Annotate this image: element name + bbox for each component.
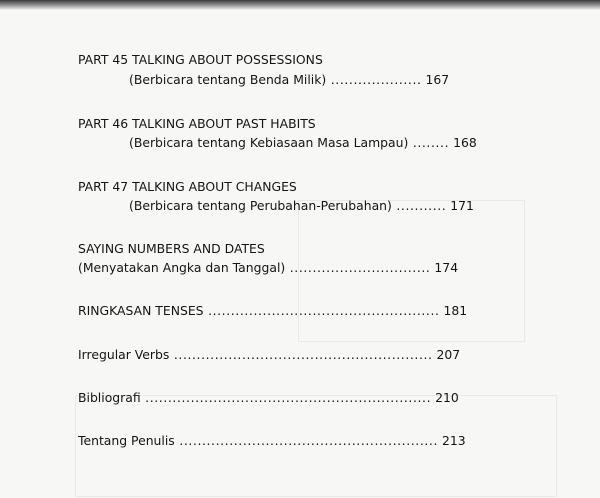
page-number: 167	[425, 72, 450, 87]
part-title: TALKING ABOUT PAST HABITS	[132, 116, 316, 131]
leader-dots: ...............................................................	[140, 390, 432, 405]
part-number: PART 46	[78, 116, 129, 131]
leader-dots: ...................................................	[203, 303, 440, 318]
toc-section-saying-numbers-title	[78, 241, 265, 257]
page-number: 174	[434, 260, 459, 275]
part-title: TALKING ABOUT POSSESSIONS	[132, 52, 323, 67]
entry-title: Tentang Penulis	[78, 433, 175, 448]
leader-dots: ...........	[391, 198, 447, 213]
leader-dots: ...............................	[285, 260, 431, 275]
toc-entry-part-46-subtitle	[129, 135, 477, 151]
toc-entry-part-47-title	[78, 179, 297, 195]
toc-entry-irregular-verbs	[78, 347, 460, 363]
toc-entry-tentang-penulis	[78, 433, 466, 449]
entry-title: RINGKASAN TENSES	[78, 303, 204, 318]
page-number: 168	[453, 135, 477, 150]
leader-dots: ....................	[326, 72, 422, 87]
part-title: TALKING ABOUT CHANGES	[132, 179, 297, 194]
toc-entry-part-46-title	[78, 116, 316, 132]
part-subtitle: (Berbicara tentang Perubahan-Perubahan)	[129, 198, 392, 213]
toc-entry-part-45-title	[78, 52, 323, 68]
leader-dots: .........................................................	[174, 433, 438, 448]
leader-dots: ........	[408, 135, 450, 150]
toc-section-saying-numbers-subtitle	[78, 260, 458, 276]
leader-dots: .........................................................	[169, 347, 433, 362]
page-number: 207	[436, 347, 461, 362]
page-number: 210	[435, 390, 459, 405]
toc-entry-part-47-subtitle	[129, 198, 474, 214]
toc-entry-ringkasan-tenses	[78, 303, 467, 319]
toc-entry-part-45-subtitle	[129, 72, 449, 88]
part-number: PART 47	[78, 179, 129, 194]
page-number: 171	[450, 198, 474, 213]
part-number: PART 45	[78, 52, 129, 67]
entry-title: Bibliografi	[78, 390, 141, 405]
toc-entry-bibliografi	[78, 390, 459, 406]
section-title: SAYING NUMBERS AND DATES	[78, 241, 265, 256]
entry-title: Irregular Verbs	[78, 347, 170, 362]
page-number: 213	[441, 433, 466, 448]
section-subtitle: (Menyatakan Angka dan Tanggal)	[78, 260, 286, 275]
page-number: 181	[443, 303, 468, 318]
part-subtitle: (Berbicara tentang Benda Milik)	[129, 72, 327, 87]
part-subtitle: (Berbicara tentang Kebiasaan Masa Lampau)	[129, 135, 409, 150]
